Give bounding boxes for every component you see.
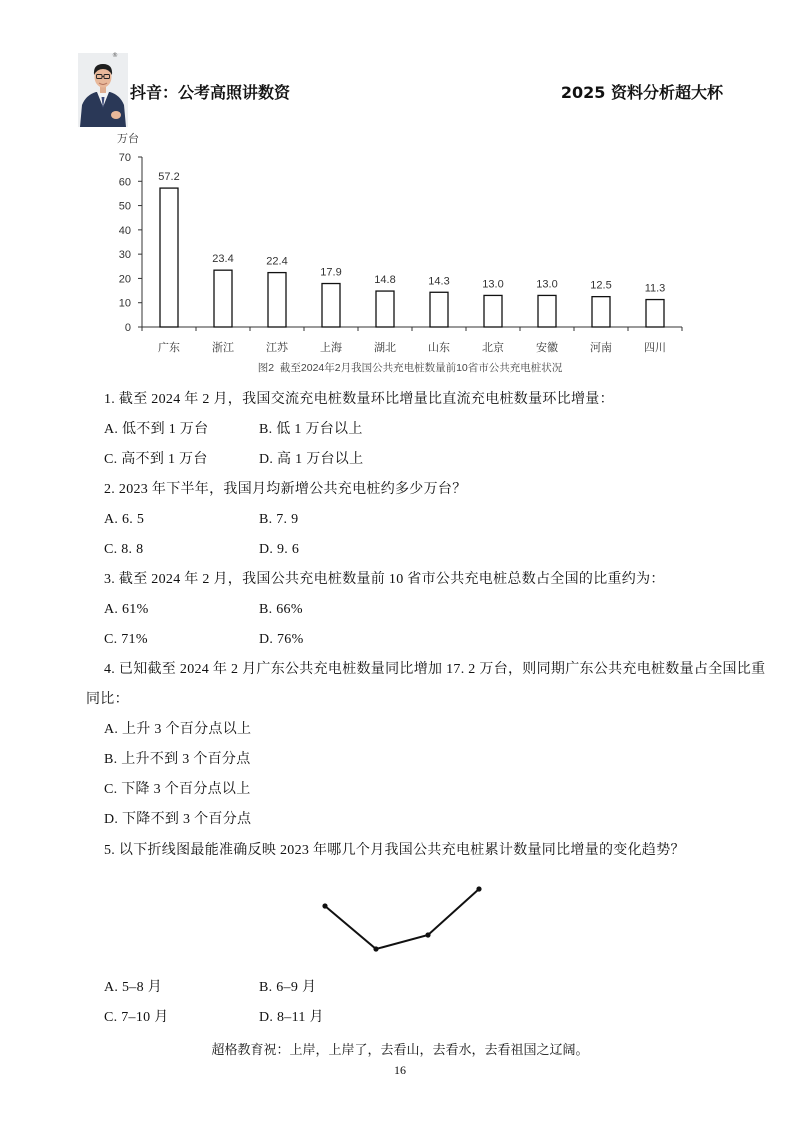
question-4-option-b: B. 上升不到 3 个百分点 (104, 752, 251, 767)
bar-chart (100, 128, 700, 358)
question-1-stem: 1. 截至 2024 年 2 月，我国交流充电桩数量环比增量比直流充电桩数量环比增量： (104, 392, 614, 407)
bar-4 (322, 284, 340, 327)
question-4-stem-continued: 同比： (86, 692, 129, 707)
bar-7 (484, 295, 502, 327)
category-label: 河南 (590, 342, 612, 354)
question-3-stem: 3. 截至 2024 年 2 月，我国公共充电桩数量前 10 省市公共充电桩总数占全国的比重约为： (104, 572, 665, 587)
bar-value-label: 17.9 (320, 266, 342, 279)
category-label: 北京 (482, 342, 504, 354)
bar-2 (214, 270, 232, 327)
header-brand-right: 2025 资料分析超大杯 (560, 83, 723, 102)
bar-value-label: 13.0 (536, 278, 558, 291)
question-4-option-c: C. 下降 3 个百分点以上 (104, 782, 251, 797)
bar-10 (646, 300, 664, 327)
trend-point-2 (373, 946, 378, 951)
bar-6 (430, 292, 448, 327)
question-4-option-d: D. 下降不到 3 个百分点 (104, 812, 252, 827)
y-tick-label: 0 (124, 322, 131, 334)
question-1-option-a: A. 低不到 1 万台 (104, 422, 209, 437)
question-2-stem: 2. 2023 年下半年，我国月均新增公共充电桩约多少万台？ (104, 482, 467, 497)
category-label: 山东 (428, 342, 450, 354)
bar-value-label: 11.3 (644, 282, 666, 295)
question-2-option-a: A. 6. 5 (104, 512, 145, 527)
question-3-option-d: D. 76% (259, 632, 304, 647)
y-tick-label: 60 (118, 176, 131, 189)
question-4-option-a: A. 上升 3 个百分点以上 (104, 722, 252, 737)
bar-value-label: 13.0 (482, 278, 504, 291)
question-2-option-d: D. 9. 6 (259, 542, 300, 557)
question-4-stem: 4. 已知截至 2024 年 2 月广东公共充电桩数量同比增加 17. 2 万台，则同期广东公共充电桩数量占全国比重 (104, 662, 766, 677)
category-label: 四川 (644, 342, 666, 354)
bar-3 (268, 273, 286, 327)
bar-value-label: 23.4 (212, 253, 234, 266)
y-tick-label: 70 (118, 152, 131, 164)
y-axis-unit-label: 万台 (117, 133, 139, 145)
trend-point-1 (322, 903, 327, 908)
question-3-option-b: B. 66% (259, 602, 303, 617)
bar-value-label: 22.4 (266, 255, 288, 268)
y-tick-label: 40 (118, 224, 131, 237)
trend-point-4 (476, 886, 481, 891)
bar-value-label: 14.8 (374, 274, 396, 287)
registered-mark: ® (112, 52, 118, 59)
y-tick-label: 30 (118, 249, 131, 262)
question-3-option-c: C. 71% (104, 632, 148, 647)
bar-value-label: 12.5 (590, 279, 612, 292)
author-portrait-image (78, 53, 128, 127)
question-1-option-c: C. 高不到 1 万台 (104, 452, 208, 467)
footer-blessing: 超格教育祝：上岸，上岸了，去看山，去看水，去看祖国之辽阔。 (211, 1042, 589, 1057)
bar-value-label: 14.3 (428, 275, 450, 288)
question-1-option-b: B. 低 1 万台以上 (259, 422, 363, 437)
page-number: 16 (394, 1063, 406, 1077)
question-5-option-a: A. 5–8 月 (104, 980, 163, 995)
category-label: 广东 (158, 342, 180, 354)
trend-point-3 (425, 932, 430, 937)
author-photo (78, 53, 128, 127)
question-5-stem: 5. 以下折线图最能准确反映 2023 年哪几个月我国公共充电桩累计数量同比增量的变化趋势？ (104, 843, 685, 858)
category-label: 上海 (320, 342, 342, 354)
chart-caption: 图2 截至2024年2月我国公共充电桩数量前10省市公共充电桩状况 (257, 362, 563, 374)
category-label: 浙江 (212, 342, 234, 354)
question-5-option-c: C. 7–10 月 (104, 1010, 169, 1025)
trend-line (325, 889, 479, 949)
y-tick-label: 20 (118, 273, 131, 286)
question-5-option-d: D. 8–11 月 (259, 1010, 324, 1025)
bar-9 (592, 297, 610, 327)
bar-5 (376, 291, 394, 327)
question-3-option-a: A. 61% (104, 602, 149, 617)
category-label: 安徽 (536, 342, 558, 354)
question-1-option-d: D. 高 1 万台以上 (259, 452, 364, 467)
y-tick-label: 10 (118, 297, 131, 310)
bar-1 (160, 188, 178, 327)
bar-8 (538, 295, 556, 327)
question-2-option-b: B. 7. 9 (259, 512, 299, 527)
question-2-option-c: C. 8. 8 (104, 542, 144, 557)
category-label: 湖北 (374, 342, 396, 354)
header-brand-left: 抖音：公考高照讲数资 (130, 83, 291, 102)
y-tick-label: 50 (118, 200, 131, 213)
bar-value-label: 57.2 (158, 171, 180, 184)
category-label: 江苏 (266, 342, 288, 354)
question-5-option-b: B. 6–9 月 (259, 980, 317, 995)
trend-line-figure (300, 875, 500, 965)
